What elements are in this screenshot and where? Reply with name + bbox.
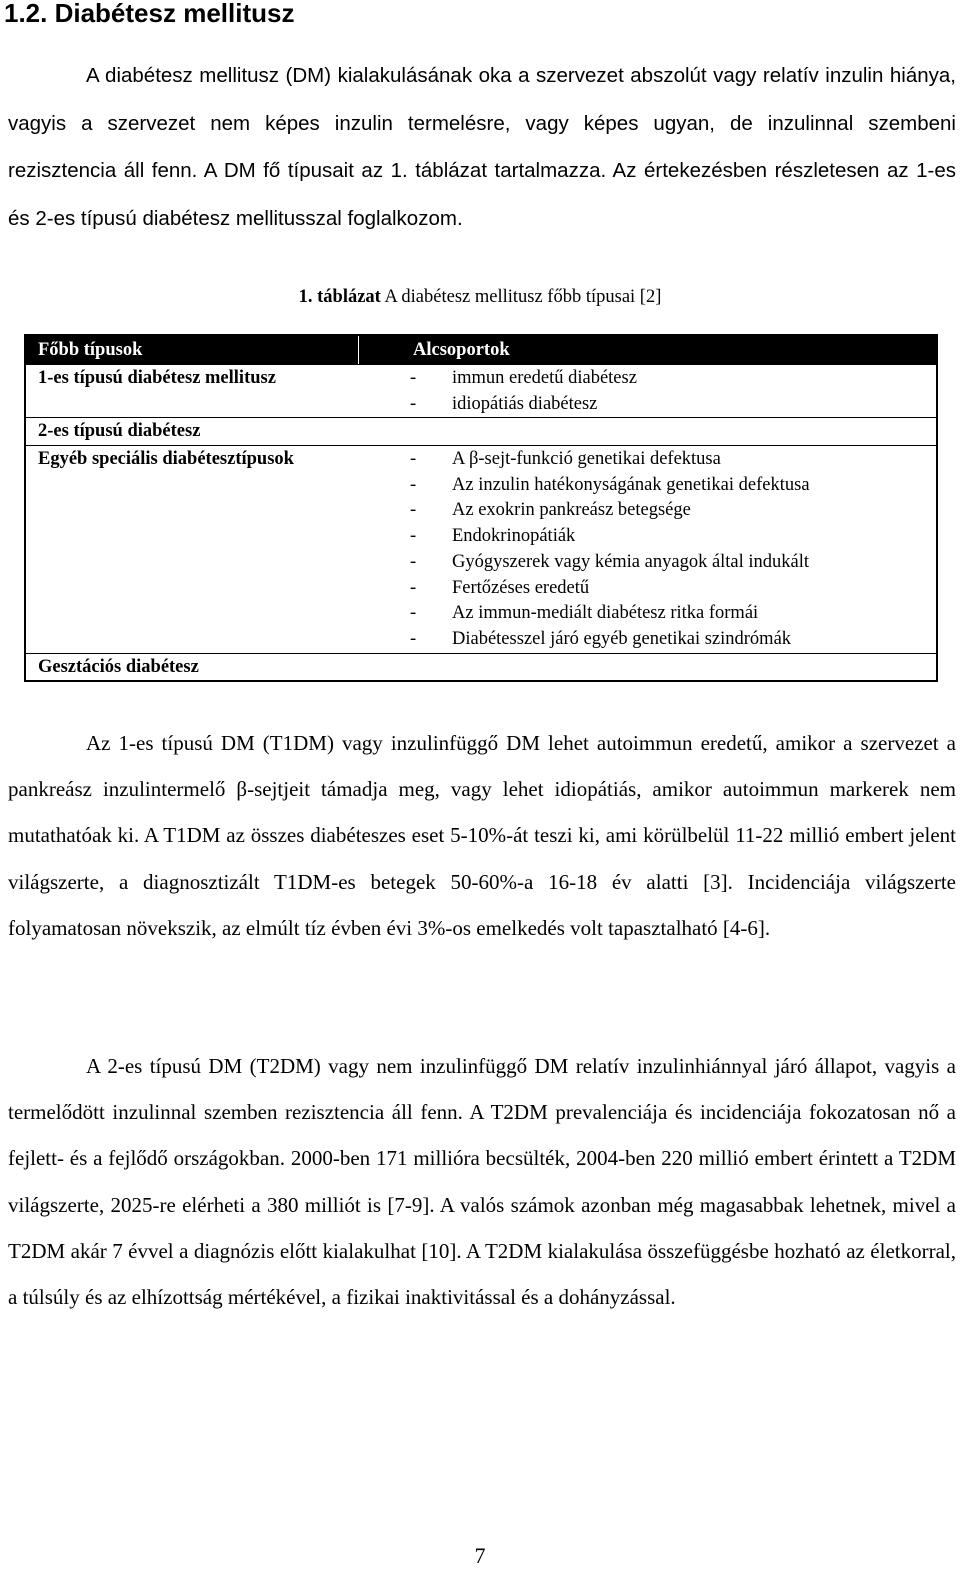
intro-paragraph [8, 52, 956, 242]
subgroup-item [410, 447, 810, 473]
header-main-types: Főbb típusok [38, 336, 359, 364]
dash-marker: - [410, 551, 417, 572]
subgroup-text: Diabétesszel járó egyéb genetikai szindrómák [452, 628, 792, 649]
subgroup-text: Az immun-mediált diabétesz ritka formái [452, 603, 759, 624]
subgroup-text: immun eredetű diabétesz [452, 368, 637, 388]
paragraph-t1dm [8, 720, 956, 951]
subgroup-list [410, 447, 810, 653]
subgroup-text: Az inzulin hatékonyságának genetikai defektusa [452, 474, 810, 495]
row-type-label: 2-es típusú diabétesz [38, 421, 201, 442]
dash-marker: - [410, 474, 417, 495]
dash-marker: - [410, 603, 417, 624]
section-heading: 1.2. Diabétesz mellitusz [4, 0, 295, 28]
subgroup-text: Az exokrin pankreász betegsége [452, 500, 691, 521]
subgroup-text: Gyógyszerek vagy kémia anyagok által indukált [452, 551, 810, 572]
dash-marker: - [410, 500, 417, 521]
intro-paragraph-text: A diabétesz mellitusz (DM) kialakulásának oka a szervezet abszolút vagy relatív inzulin hiánya, vagyis a szervezet nem képes inzulin termelésre, vagy képes ugyan, de inzulinnal szembeni rezisztencia áll fenn. A DM fő típusait az 1. táblázat tartalmazza. Az értekezésben részletesen az 1-es és 2-es típusú diabétesz mellitusszal foglalkozom. [8, 64, 956, 230]
diabetes-types-table [24, 334, 938, 682]
dash-marker: - [410, 526, 417, 547]
table-row-type1 [26, 364, 936, 417]
subgroup-list [410, 366, 637, 417]
subgroup-item [410, 576, 810, 602]
subgroup-text: Endokrinopátiák [452, 526, 576, 547]
paragraph-t2dm-text: A 2-es típusú DM (T2DM) vagy nem inzulinfüggő DM relatív inzulinhiánnyal járó állapot, vagyis a termelődött inzulinnal szemben rezisztencia áll fenn. A T2DM prevalenciája és incidenciája fokozatosan nő a fejlett- és a fejlődő országokban. 2000-ben 171 millióra becsülték, 2004-ben 220 millió embert érintett a T2DM világszerte, 2025-re elérheti a 380 milliót is [7-9]. A valós számok azonban még magasabbak lehetnek, mivel a T2DM akár 7 évvel a diagnózis előtt kialakulhat [10]. A T2DM kialakulása összefüggésbe hozható az életkorral, a túlsúly és az elhízottság mértékével, a fizikai inaktivitással és a dohányzással. [8, 1054, 956, 1310]
table-row-type2 [26, 417, 936, 445]
table-caption-label: 1. táblázat [298, 287, 381, 307]
dash-marker: - [410, 449, 417, 469]
subgroup-item [410, 392, 637, 418]
subgroup-item [410, 601, 810, 627]
subgroup-item [410, 627, 810, 653]
subgroup-item [410, 524, 810, 550]
subgroup-item [410, 473, 810, 499]
subgroup-text: A β-sejt-funkció genetikai defektusa [452, 449, 721, 469]
subgroup-item [410, 550, 810, 576]
paragraph-t1dm-text: Az 1-es típusú DM (T1DM) vagy inzulinfüggő DM lehet autoimmun eredetű, amikor a szervezet a pankreász inzulintermelő β-sejtjeit támadja meg, vagy lehet idiopátiás, amikor autoimmun markerek nem mutathatóak ki. A T1DM az összes diabéteszes eset 5-10%-át teszi ki, ami körülbelül 11-22 millió embert jelent világszerte, a diagnosztizált T1DM-es betegek 50-60%-a 16-18 év alatti [3]. Incidenciája világszerte folyamatosan növekszik, az elmúlt tíz évben évi 3%-os emelkedés volt tapasztalható [4-6]. [8, 731, 956, 940]
dash-marker: - [410, 628, 417, 649]
header-subgroups: Alcsoportok [413, 340, 510, 360]
row-type-label: Gesztációs diabétesz [38, 656, 199, 677]
table-row-gestational [26, 653, 936, 681]
subgroup-item [410, 498, 810, 524]
page-number: 7 [474, 1543, 486, 1568]
dash-marker: - [410, 393, 417, 414]
row-type-label: 1-es típusú diabétesz mellitusz [38, 368, 276, 388]
subgroup-text: idiopátiás diabétesz [452, 393, 598, 414]
subgroup-item [410, 366, 637, 392]
table-caption-text: A diabétesz mellitusz főbb típusai [2] [380, 287, 662, 307]
table-caption [0, 282, 960, 312]
dash-marker: - [410, 368, 417, 388]
table-row-other-types [26, 445, 936, 653]
dash-marker: - [410, 577, 417, 598]
paragraph-t2dm [8, 1043, 956, 1320]
subgroup-text: Fertőzéses eredetű [452, 577, 590, 598]
table-header-row [26, 336, 936, 364]
row-type-label: Egyéb speciális diabétesztípusok [38, 449, 294, 469]
